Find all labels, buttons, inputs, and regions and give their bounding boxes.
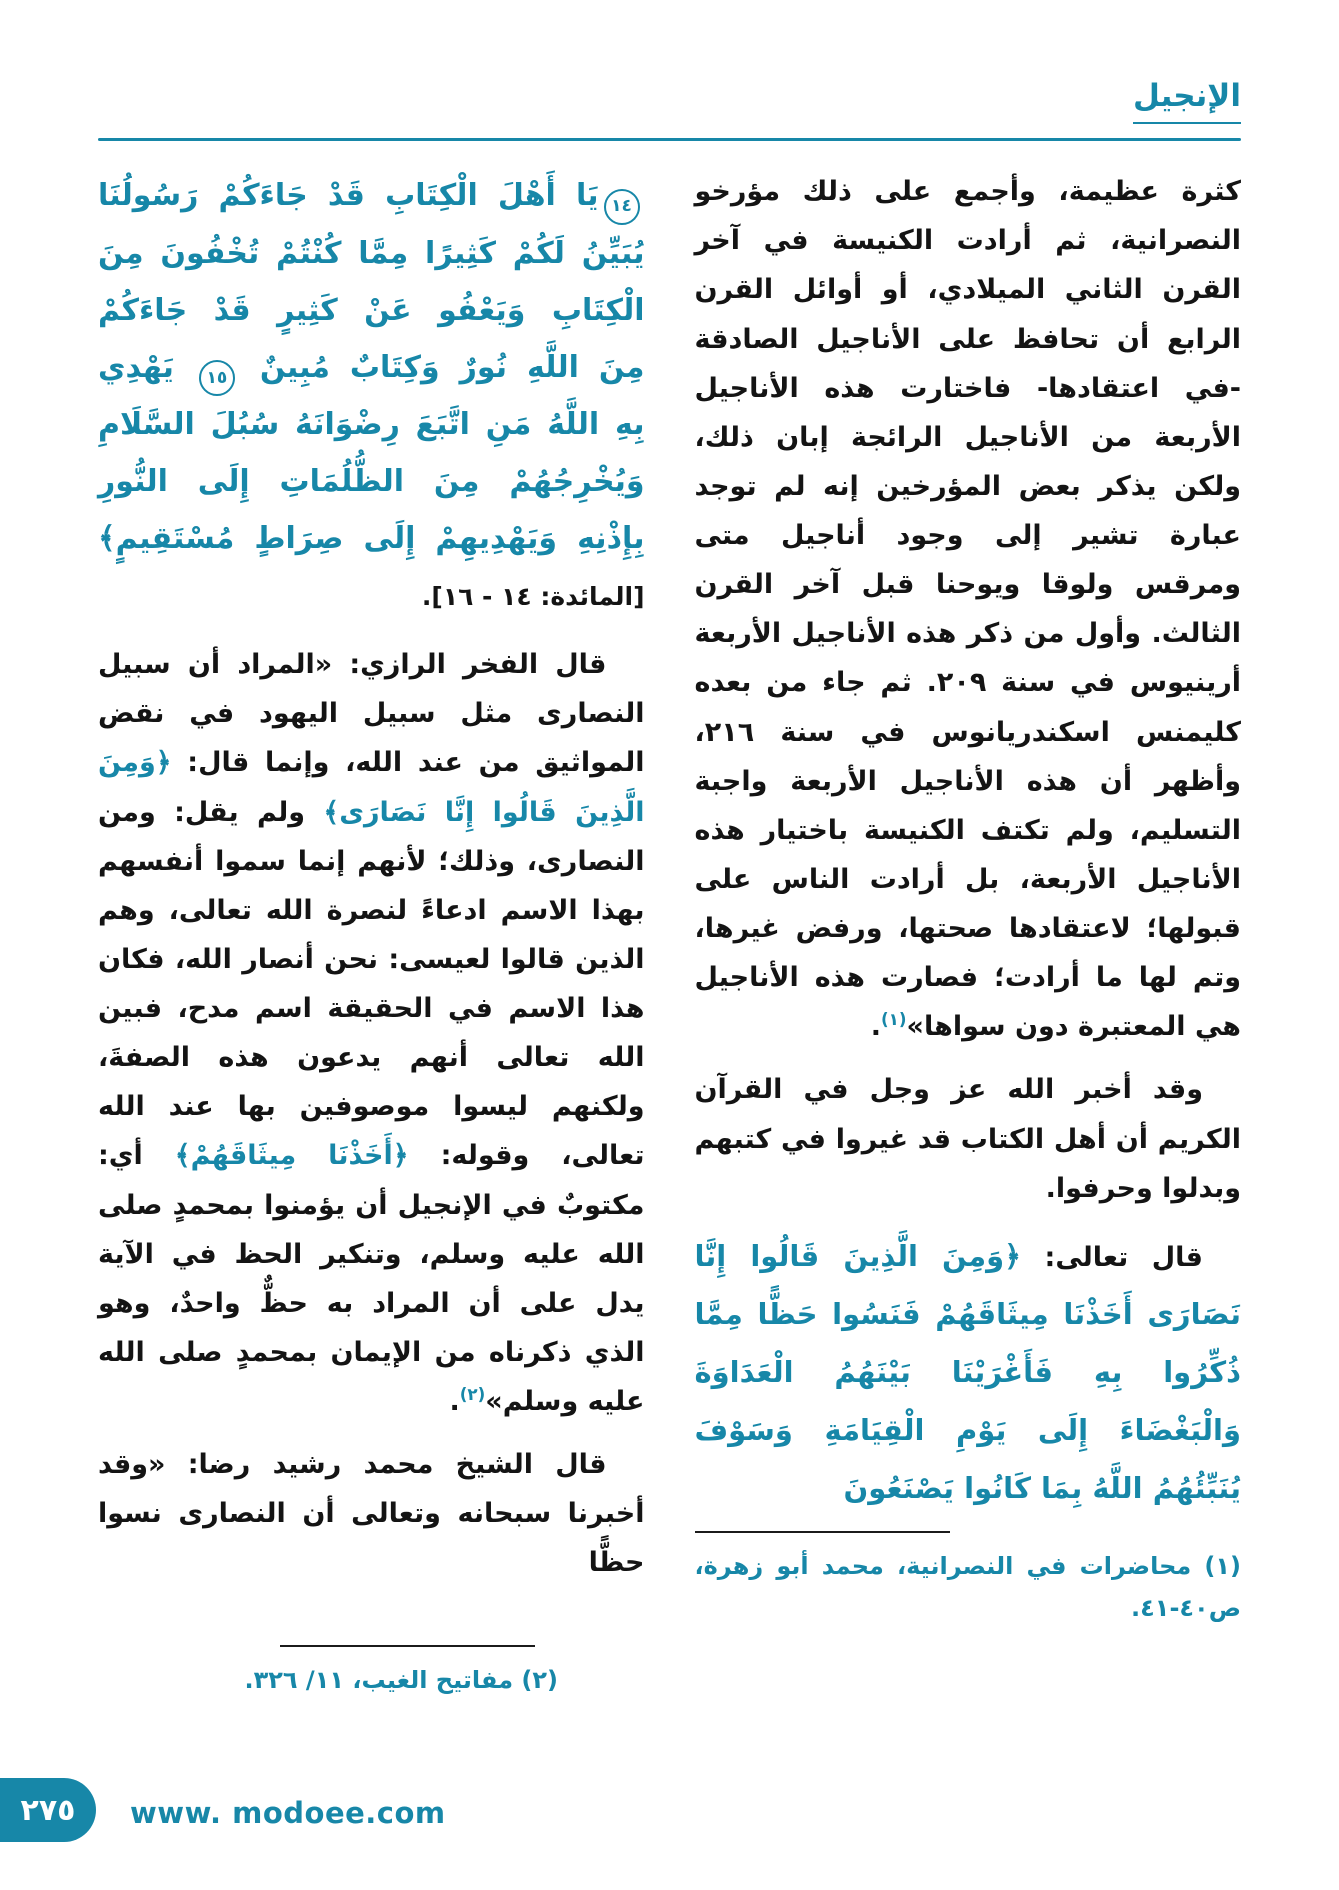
footnote-separator [695, 1531, 950, 1533]
column-right [695, 167, 1242, 1727]
ayah-marker-15: ١٥ [199, 360, 235, 396]
footnote-text: (٢) مفاتيح الغيب، ١١/ ٣٢٦. [244, 1665, 558, 1694]
verse-citation: [المائدة: ١٤ - ١٦]. [421, 582, 645, 612]
column-left [98, 167, 645, 1727]
footnote-ref-2: (٢) [459, 1384, 486, 1405]
quran-verse-text: ﴿وَمِنَ الَّذِينَ قَالُوا إِنَّا نَصَارَى أَخَذْنَا مِيثَاقَهُمْ فَنَسُوا حَظًّا مِمَّا ذُكِّرُوا بِهِ فَأَغْرَيْنَا بَيْنَهُمُ الْعَدَاوَةَ وَالْبَغْضَاءَ إِلَى يَوْمِ الْقِيَامَةِ وَسَوْفَ يُنَبِّئُهُمُ اللَّهُ بِمَا كَانُوا يَصْنَعُونَ [694, 1238, 1241, 1505]
ayah-marker-14: ١٤ [604, 189, 640, 225]
quran-block-maidah-15-16 [98, 167, 645, 624]
paragraph-rashid-rida: قال الشيخ محمد رشيد رضا: «وقد أخبرنا سبحانه وتعالى أن النصارى نسوا حظًّا [98, 1449, 645, 1579]
paragraph-razi-commentary [98, 640, 645, 1426]
paragraph-gospels-history [695, 167, 1242, 1051]
footnote-text: (١) محاضرات في النصرانية، محمد أبو زهرة، ص٤٠-٤١. [694, 1551, 1241, 1622]
paragraph-text: قال الفخر الرازي: «المراد أن سبيل النصارى مثل سبيل اليهود في نقض المواثيق من عند الله، وإنما قال: [98, 649, 645, 779]
footnote-separator [280, 1645, 535, 1647]
page-number-tab [0, 1778, 96, 1842]
page-title: الإنجيل [1133, 78, 1241, 124]
quran-verse-text: يَا أَهْلَ الْكِتَابِ قَدْ جَاءَكُمْ رَسُولُنَا يُبَيِّنُ لَكُمْ كَثِيرًا مِمَّا كُنْتُمْ تُخْفُونَ مِنَ الْكِتَابِ وَيَعْفُو عَنْ كَثِيرٍ قَدْ جَاءَكُمْ مِنَ اللَّهِ نُورٌ وَكِتَابٌ مُبِينٌ [98, 178, 645, 385]
footnote-area-left [98, 1645, 645, 1701]
footnote-ref-1: (١) [881, 1009, 907, 1030]
sentence-end: . [449, 1386, 460, 1418]
sentence-end: . [870, 1011, 881, 1043]
page-header [98, 78, 1241, 141]
paragraph-verse-maidah-14 [695, 1227, 1242, 1517]
verse-lead: قال تعالى: [1021, 1241, 1203, 1273]
quran-quote: ﴿أَخَذْنَا مِيثَاقَهُمْ﴾ [174, 1140, 409, 1172]
paragraph-text: أي: مكتوبٌ في الإنجيل أن يؤمنوا بمحمدٍ صلى الله عليه وسلم، وتنكير الحظ في الآية يدل على أن المراد به حظٌّ واحدٌ، وهو الذي ذكرناه من الإيمان بمحمدٍ صلى الله عليه وسلم» [98, 1140, 645, 1418]
footnote-area-right [695, 1531, 1242, 1635]
text-columns [98, 167, 1241, 1727]
paragraph-text: ولم يقل: ومن النصارى، وذلك؛ لأنهم إنما سموا أنفسهم بهذا الاسم ادعاءً لنصرة الله تعالى، وهم الذين قالوا لعيسى: نحن أنصار الله، فكان هذا الاسم في الحقيقة اسم مدح، فبين الله تعالى أنهم يدعون هذه الصفةَ، ولكنهم ليسوا موصوفين بها عند الله تعالى، وقوله: [98, 796, 645, 1172]
paragraph-text: كثرة عظيمة، وأجمع على ذلك مؤرخو النصرانية، ثم أرادت الكنيسة في آخر القرن الثاني الميلادي، أو أوائل القرن الرابع أن تحافظ على الأناجيل الصادقة -في اعتقادها- فاختارت هذه الأناجيل الأربعة من الأناجيل الرائجة إبان ذلك، ولكن يذكر بعض المؤرخين إنه لم توجد عبارة تشير إلى وجود أناجيل متى ومرقس ولوقا ويوحنا قبل آخر القرن الثالث. وأول من ذكر هذه الأناجيل الأربعة أرينيوس في سنة ٢٠٩. ثم جاء من بعده كليمنس اسكندريانوس في سنة ٢١٦، وأظهر أن هذه الأناجيل الأربعة واجبة التسليم، ولم تكتف الكنيسة باختيار هذه الأناجيل الأربعة، بل أرادت الناس على قبولها؛ لاعتقادها صحتها، ورفض غيرها، وتم لها ما أرادت؛ فصارت هذه الأناجيل هي المعتبرة دون سواها» [694, 176, 1242, 1043]
header-divider [98, 138, 1241, 141]
website-text: www. modoee.com [130, 1796, 446, 1830]
quran-quote: ﴿وَمِنَ الَّذِينَ قَالُوا إِنَّا نَصَارَى﴾ [98, 747, 645, 828]
quran-verse-text: يَهْدِي بِهِ اللَّهُ مَنِ اتَّبَعَ رِضْوَانَهُ سُبُلَ السَّلَامِ وَيُخْرِجُهُمْ مِنَ الظُّلُمَاتِ إِلَى النُّورِ بِإِذْنِهِ وَيَهْدِيهِمْ إِلَى صِرَاطٍ مُسْتَقِيمٍ﴾ [98, 349, 645, 557]
paragraph-quran-statement: وقد أخبر الله عز وجل في القرآن الكريم أن أهل الكتاب قد غيروا في كتبهم وبدلوا وحرفوا. [694, 1074, 1241, 1204]
page-number: ٢٧٥ [20, 1792, 76, 1828]
